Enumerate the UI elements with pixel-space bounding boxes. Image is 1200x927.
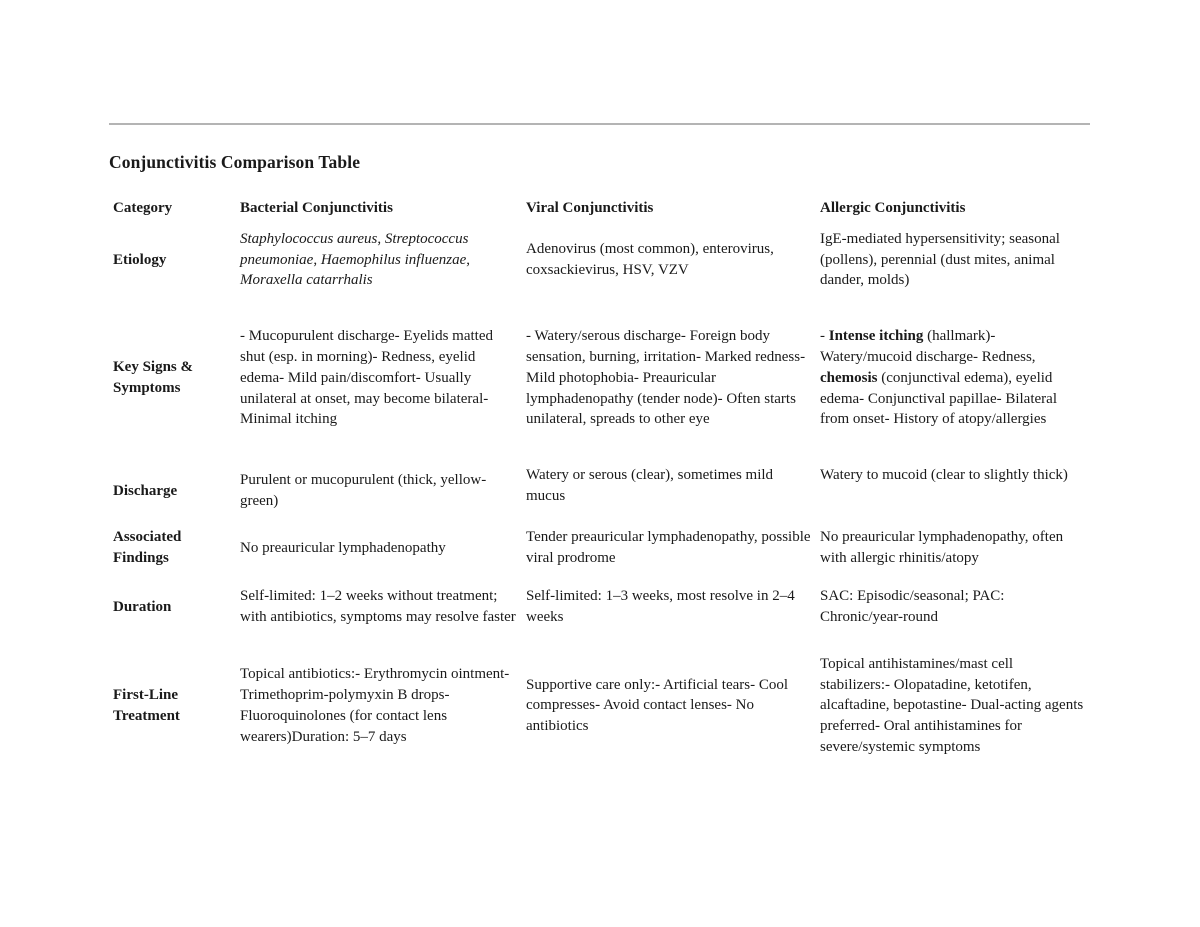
row-category: Duration: [113, 598, 172, 615]
row-category: Associated Findings: [113, 529, 182, 566]
separator: ,: [313, 251, 321, 268]
cell-viral: Adenovirus (most common), enterovirus, coxsackievirus, HSV, VZV: [526, 241, 774, 278]
row-category: First-Line Treatment: [113, 686, 180, 724]
table-header-row: [109, 198, 1089, 224]
cell-viral: Tender preauricular lymphadenopathy, possible viral prodrome: [526, 529, 811, 566]
cell-allergic: [816, 296, 1089, 460]
organism-name: Haemophilus influenzae: [320, 251, 467, 268]
cell-bacterial: Purulent or mucopurulent (thick, yellow-green): [240, 472, 487, 510]
cell-viral: - Watery/serous discharge- Foreign body sensation, burning, irritation- Marked redness- Mild photophobia- Preauricular lymphadenopathy (tender node)- Often starts unilateral, spreads to other eye: [526, 328, 806, 428]
text-run: (hallmark)- Watery/mucoid discharge- Redness,: [820, 328, 1036, 365]
header-viral: Viral Conjunctivitis: [526, 200, 654, 216]
cell-viral: Watery or serous (clear), sometimes mild mucus: [526, 467, 774, 504]
table-row: [109, 522, 1089, 574]
cell-allergic: IgE-mediated hypersensitivity; seasonal (pollens), perennial (dust mites, animal dander, molds): [820, 230, 1060, 289]
table-row: [109, 224, 1089, 296]
cell-bacterial: No preauricular lymphadenopathy: [240, 539, 446, 556]
organism-name: Moraxella catarrhalis: [240, 272, 373, 289]
table-row: [109, 641, 1089, 771]
cell-allergic: Topical antihistamines/mast cell stabilizers:- Olopatadine, ketotifen, alcaftadine, bepotastine- Dual-acting agents preferred- Oral antihistamines for severe/systemic symptoms: [820, 655, 1084, 755]
emphasis-text: chemosis: [820, 369, 878, 386]
organism-name: Staphylococcus aureus: [240, 230, 378, 247]
row-category: Key Signs & Symptoms: [113, 359, 194, 397]
table-row: [109, 574, 1089, 641]
header-bacterial: Bacterial Conjunctivitis: [240, 200, 393, 216]
cell-bacterial: - Mucopurulent discharge- Eyelids matted shut (esp. in morning)- Redness, eyelid edema- Mild pain/discomfort- Usually unilateral at onset, may become bilateral- Minimal itching: [240, 328, 493, 428]
organism-name: Streptococcus pneumoniae: [240, 230, 469, 268]
emphasis-text: Intense itching: [828, 328, 924, 345]
document-title: Conjunctivitis Comparison Table: [109, 152, 361, 172]
table-row: [109, 460, 1089, 522]
cell-allergic: No preauricular lymphadenopathy, often with allergic rhinitis/atopy: [820, 529, 1064, 566]
cell-bacterial: Self-limited: 1–2 weeks without treatment; with antibiotics, symptoms may resolve faster: [240, 588, 516, 626]
header-category: Category: [113, 200, 173, 216]
text-run: -: [820, 328, 829, 345]
header-allergic: Allergic Conjunctivitis: [820, 200, 966, 216]
horizontal-rule: [109, 123, 1090, 125]
cell-allergic: Watery to mucoid (clear to slightly thick): [820, 467, 1068, 484]
row-category: Discharge: [113, 482, 178, 499]
text-run: (conjunctival edema), eyelid edema- Conjunctival papillae- Bilateral from onset- History of atopy/allergies: [820, 369, 1057, 428]
cell-viral: Self-limited: 1–3 weeks, most resolve in 2–4 weeks: [526, 588, 795, 626]
cell-allergic: SAC: Episodic/seasonal; PAC: Chronic/year-round: [820, 588, 1005, 626]
cell-bacterial: [236, 224, 522, 296]
cell-bacterial: Topical antibiotics:- Erythromycin ointment- Trimethoprim-polymyxin B drops- Fluoroquinolones (for contact lens wearers)Duration: 5–7 days: [240, 666, 510, 745]
table-row: [109, 296, 1089, 460]
comparison-table: [109, 198, 1089, 771]
cell-viral: Supportive care only:- Artificial tears- Cool compresses- Avoid contact lenses- No antibiotics: [526, 676, 789, 735]
row-category: Etiology: [113, 251, 167, 268]
separator: ,: [377, 230, 385, 247]
separator: ,: [466, 251, 470, 268]
